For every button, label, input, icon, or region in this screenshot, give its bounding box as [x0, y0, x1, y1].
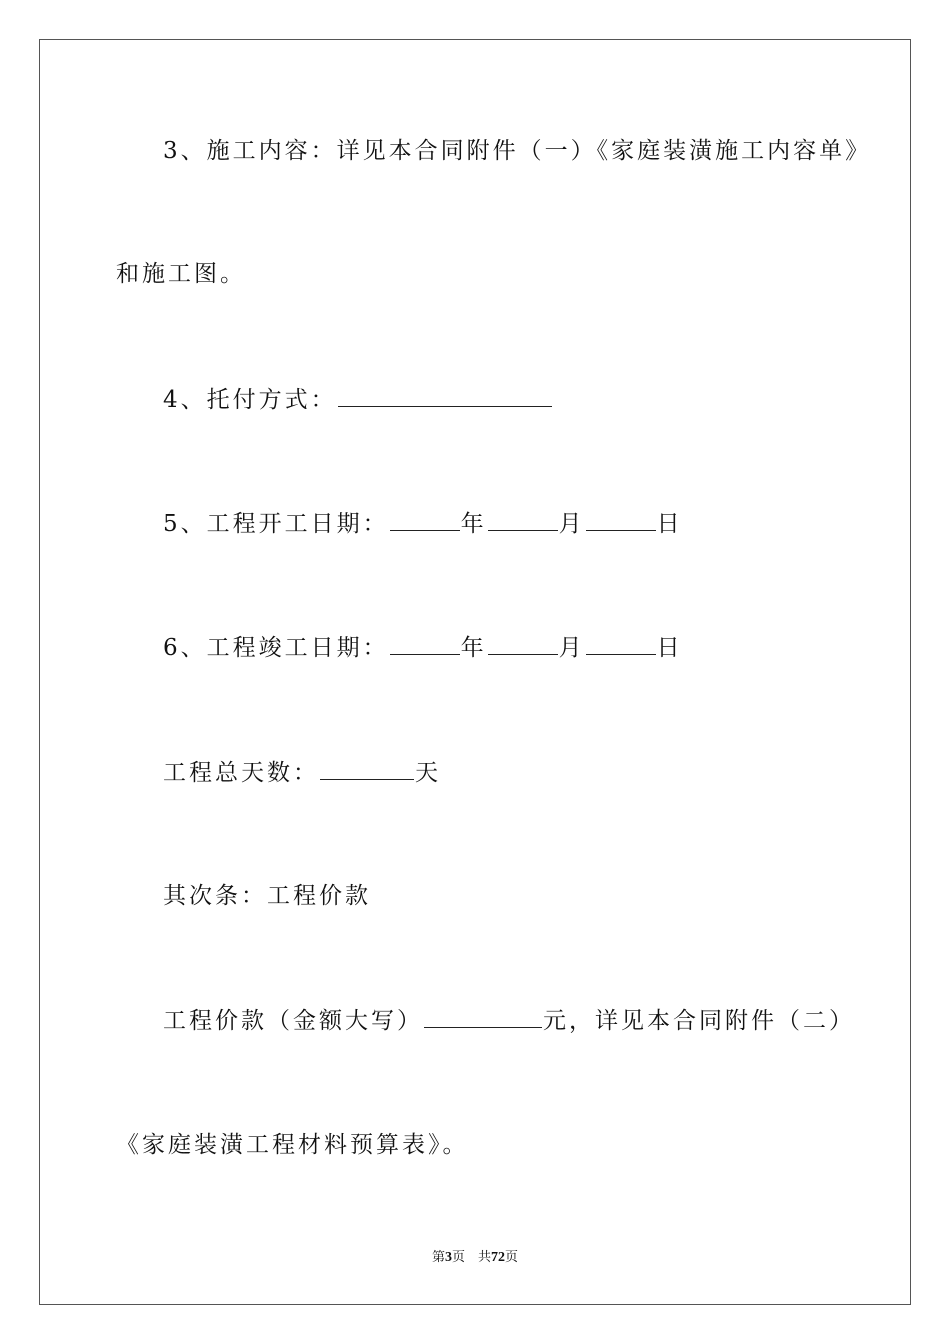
project-price-rest: 元，详见本合同附件（二）	[543, 1008, 855, 1034]
footer-middle: 页 共	[451, 1250, 491, 1265]
clause-4-label: 4、托付方式：	[163, 387, 337, 413]
end-day-label: 日	[656, 635, 683, 661]
page-border	[39, 39, 911, 1305]
total-days-label: 工程总天数：	[163, 760, 319, 786]
clause-6-completion-date	[163, 632, 683, 663]
total-days-line	[163, 757, 441, 788]
project-price-label: 工程价款（金额大写）	[163, 1008, 423, 1034]
start-month-blank	[488, 508, 558, 531]
project-price-line	[163, 1005, 855, 1036]
end-month-label: 月	[558, 635, 585, 661]
clause-6-label: 6、工程竣工日期：	[163, 635, 389, 661]
end-year-label: 年	[460, 635, 487, 661]
clause-3-cont-text: 和施工图。	[116, 261, 246, 287]
footer-total-pages: 72	[491, 1250, 505, 1265]
end-year-blank	[390, 632, 460, 655]
budget-table-line	[116, 1130, 469, 1160]
clause-5-label: 5、工程开工日期：	[163, 511, 389, 537]
total-days-blank	[320, 757, 414, 780]
total-days-unit: 天	[415, 760, 441, 786]
clause-3-text: 3、施工内容：详见本合同附件（一）《家庭装潢施工内容单》	[163, 138, 872, 164]
start-month-label: 月	[558, 511, 585, 537]
article-2-heading	[163, 881, 371, 911]
clause-3-construction-content	[163, 136, 871, 166]
clause-3-continuation	[116, 259, 246, 289]
start-day-blank	[586, 508, 656, 531]
start-year-label: 年	[460, 511, 487, 537]
start-day-label: 日	[656, 511, 683, 537]
payment-method-blank	[338, 384, 552, 407]
end-month-blank	[488, 632, 558, 655]
footer-prefix: 第	[431, 1250, 445, 1265]
clause-5-start-date	[163, 508, 683, 539]
budget-table-text: 《家庭装潢工程材料预算表》。	[116, 1132, 469, 1158]
page-footer	[0, 1246, 950, 1266]
price-amount-blank	[424, 1005, 542, 1028]
footer-suffix: 页	[505, 1250, 519, 1265]
start-year-blank	[390, 508, 460, 531]
footer-page-number: 3	[444, 1250, 452, 1265]
clause-4-payment-method	[163, 384, 553, 415]
end-day-blank	[586, 632, 656, 655]
article-2-text: 其次条：工程价款	[163, 883, 371, 909]
